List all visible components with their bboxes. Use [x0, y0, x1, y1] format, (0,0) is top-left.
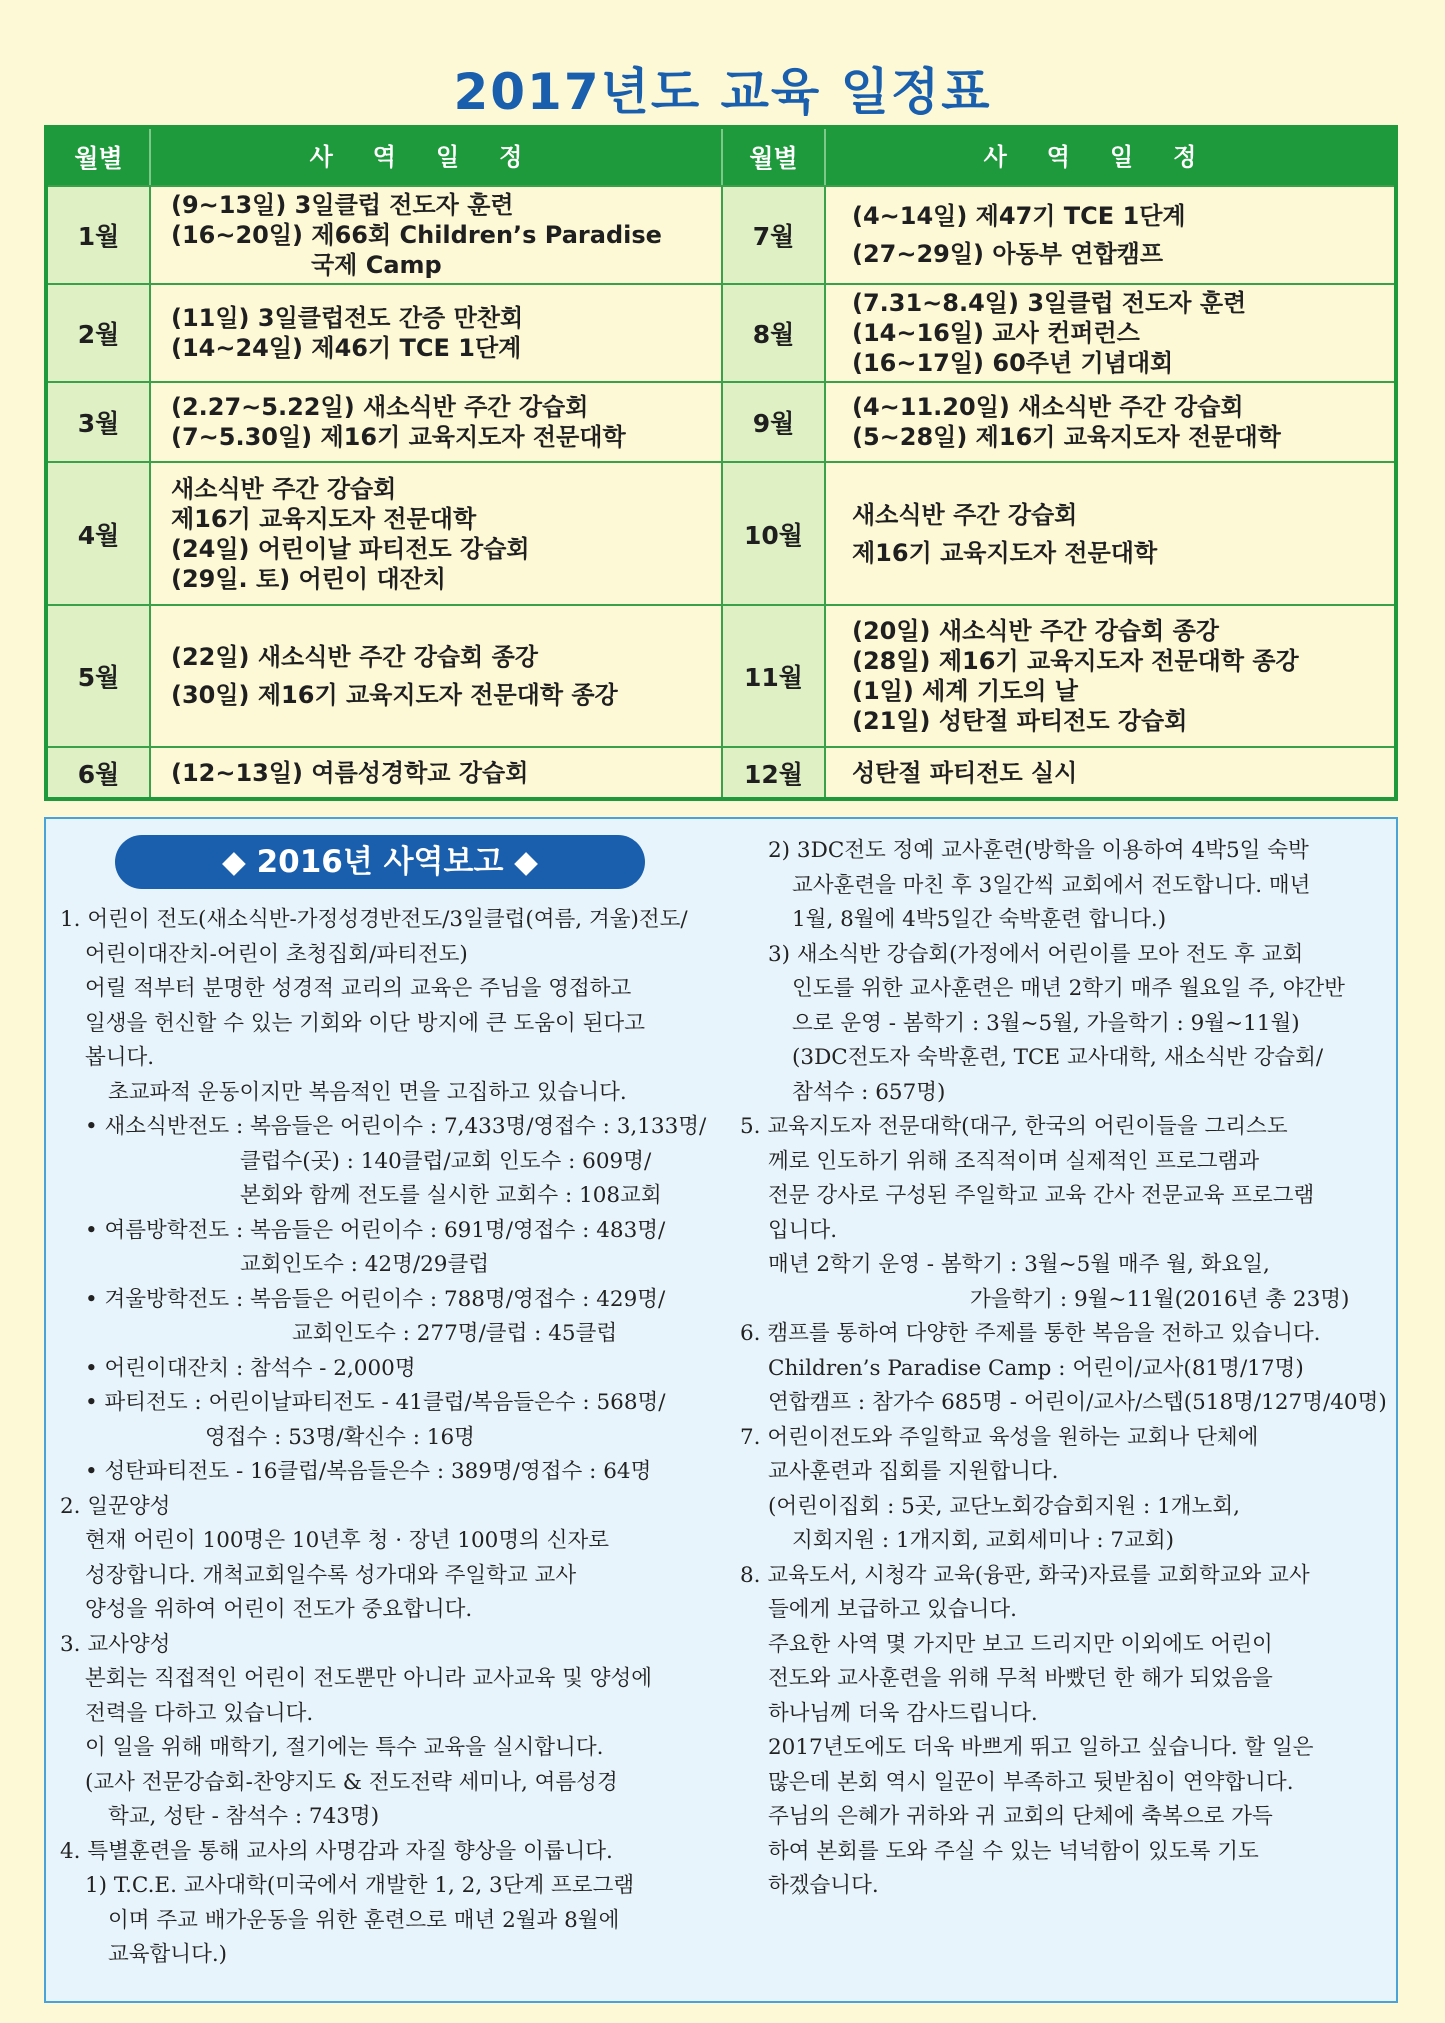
activity-line: (24일) 어린이날 파티전도 강습회 — [171, 534, 530, 563]
activity-line: (11일) 3일클럽전도 간증 만찬회 — [171, 304, 524, 332]
activity-line: (14~16일) 교사 컨퍼런스 — [852, 319, 1140, 347]
header-activity-right: 사역일정 — [983, 143, 1237, 171]
report-heading: ◆ 2016년 사역보고 ◆ — [115, 835, 645, 889]
activity-line: (16~17일) 60주년 기념대회 — [852, 349, 1174, 377]
report-line: • 어린이대잔치 : 참석수 - 2,000명 — [85, 1355, 416, 1381]
report-line: 주님의 은혜가 귀하와 귀 교회의 단체에 축복으로 가득 — [768, 1804, 1273, 1829]
schedule-table — [44, 125, 1398, 801]
report-line: 3. 교사양성 — [60, 1631, 171, 1657]
activity-cell — [826, 187, 1394, 283]
report-line: 봅니다. — [85, 1045, 155, 1070]
report-line: 현재 어린이 100명은 10년후 청 · 장년 100명의 신자로 — [85, 1528, 610, 1553]
activity-line: (30일) 제16기 교육지도자 전문대학 종강 — [171, 681, 618, 709]
month-cell: 10월 — [723, 463, 826, 604]
report-line: 2017년도에도 더욱 바쁘게 뛰고 일하고 싶습니다. 할 일은 — [768, 1735, 1314, 1760]
report-line: • 겨울방학전도 : 복음들은 어린이수 : 788명/영접수 : 429명/ — [85, 1286, 666, 1312]
header-activity-left: 사역일정 — [151, 129, 723, 185]
report-line: 초교파적 운동이지만 복음적인 면을 고집하고 있습니다. — [108, 1079, 627, 1105]
report-line: 1. 어린이 전도(새소식반-가정성경반전도/3일클럽(여름, 겨울)전도/ — [60, 907, 688, 932]
activity-cell — [826, 383, 1394, 461]
activity-line: (4~14일) 제47기 TCE 1단계 — [852, 202, 1186, 230]
activity-cell — [826, 606, 1394, 746]
report-line: 본회는 직접적인 어린이 전도뿐만 아니라 교사교육 및 양성에 — [85, 1666, 653, 1691]
report-line: 3) 새소식반 강습회(가정에서 어린이를 모아 전도 후 교회 — [768, 941, 1304, 967]
activity-line: (9~13일) 3일클럽 전도자 훈련 — [171, 191, 514, 219]
report-line: 많은데 본회 역시 일꾼이 부족하고 뒷받침이 연약합니다. — [768, 1769, 1294, 1795]
report-line: (3DC전도자 숙박훈련, TCE 교사대학, 새소식반 강습회/ — [792, 1045, 1324, 1070]
report-line: 하여 본회를 도와 주실 수 있는 넉넉함이 있도록 기도 — [768, 1838, 1259, 1864]
page-title: 2017년도 교육 일정표 — [453, 63, 992, 121]
month-cell: 6월 — [48, 748, 151, 797]
report-line: 전문 강사로 구성된 주일학교 교육 간사 전문교육 프로그램 — [768, 1183, 1315, 1208]
activity-line: (22일) 새소식반 주간 강습회 종강 — [171, 643, 538, 671]
report-line: 입니다. — [768, 1217, 838, 1243]
activity-cell — [826, 463, 1394, 604]
header-month-right: 월별 — [723, 129, 826, 185]
month-cell: 7월 — [723, 187, 826, 283]
report-line: (어린이집회 : 5곳, 교단노회강습회지원 : 1개노회, — [768, 1493, 1240, 1519]
report-line: 인도를 위한 교사훈련은 매년 2학기 매주 월요일 주, 야간반 — [792, 976, 1345, 1001]
report-line: 하나님께 더욱 감사드립니다. — [768, 1700, 1038, 1726]
report-line: 주요한 사역 몇 가지만 보고 드리지만 이외에도 어린이 — [768, 1631, 1273, 1657]
report-line: • 새소식반전도 : 복음들은 어린이수 : 7,433명/영접수 : 3,133명/ — [85, 1114, 707, 1139]
month-cell: 11월 — [723, 606, 826, 746]
activity-line: (29일. 토) 어린이 대잔치 — [171, 564, 446, 593]
month-cell: 8월 — [723, 285, 826, 381]
report-line: 6. 캠프를 통하여 다양한 주제를 통한 복음을 전하고 있습니다. — [740, 1321, 1321, 1346]
report-line: 교사훈련과 집회를 지원합니다. — [768, 1459, 1059, 1484]
report-line: 학교, 성탄 - 참석수 : 743명) — [108, 1804, 380, 1829]
report-line: 으로 운영 - 봄학기 : 3월~5월, 가을학기 : 9월~11월) — [792, 1010, 1300, 1036]
header-month-left: 월별 — [48, 129, 151, 185]
report-line: (교사 전문강습회-찬양지도 & 전도전략 세미나, 여름성경 — [85, 1769, 618, 1795]
report-line: 어린이대잔치-어린이 초청집회/파티전도) — [85, 941, 468, 967]
activity-line: (7.31~8.4일) 3일클럽 전도자 훈련 — [852, 289, 1247, 317]
activity-cell — [151, 606, 723, 746]
report-line: 가을학기 : 9월~11월(2016년 총 23명) — [970, 1286, 1350, 1312]
activity-cell — [826, 748, 1394, 797]
activity-cell — [826, 285, 1394, 381]
report-line: 1) T.C.E. 교사대학(미국에서 개발한 1, 2, 3단계 프로그램 — [85, 1873, 635, 1898]
activity-cell — [151, 285, 723, 381]
report-line: • 파티전도 : 어린이날파티전도 - 41클럽/복음들은수 : 568명/ — [85, 1390, 666, 1415]
report-line: 지회지원 : 1개지회, 교회세미나 : 7교회) — [792, 1528, 1175, 1553]
report-line: 5. 교육지도자 전문대학(대구, 한국의 어린이들을 그리스도 — [740, 1114, 1288, 1139]
month-cell: 12월 — [723, 748, 826, 797]
report-line: 하겠습니다. — [768, 1873, 879, 1898]
activity-line: (4~11.20일) 새소식반 주간 강습회 — [852, 393, 1244, 421]
report-line: 전력을 다하고 있습니다. — [85, 1700, 314, 1726]
report-line: 클럽수(곳) : 140클럽/교회 인도수 : 609명/ — [240, 1148, 652, 1174]
report-line: 7. 어린이전도와 주일학교 육성을 원하는 교회나 단체에 — [740, 1424, 1259, 1450]
schedule-row — [48, 604, 1394, 746]
report-line: 매년 2학기 운영 - 봄학기 : 3월~5월 매주 월, 화요일, — [768, 1252, 1270, 1277]
activity-line: 제16기 교육지도자 전문대학 — [171, 504, 477, 533]
schedule-row — [48, 381, 1394, 461]
schedule-row — [48, 283, 1394, 381]
activity-line: (20일) 새소식반 주간 강습회 종강 — [852, 617, 1219, 645]
activity-line: (21일) 성탄절 파티전도 강습회 — [852, 707, 1188, 735]
activity-line: (12~13일) 여름성경학교 강습회 — [171, 758, 529, 787]
report-line: 연합캠프 : 참가수 685명 - 어린이/교사/스텝(518명/127명/40명) — [768, 1390, 1387, 1415]
report-line: 교사훈련을 마친 후 3일간씩 교회에서 전도합니다. 매년 — [792, 872, 1311, 898]
activity-line: 제16기 교육지도자 전문대학 — [852, 538, 1158, 567]
report-line: 께로 인도하기 위해 조직적이며 실제적인 프로그램과 — [768, 1148, 1260, 1174]
activity-line: (1일) 세계 기도의 날 — [852, 677, 1078, 705]
activity-line: 성탄절 파티전도 실시 — [852, 758, 1078, 787]
activity-line: (5~28일) 제16기 교육지도자 전문대학 — [852, 423, 1281, 451]
activity-line: (28일) 제16기 교육지도자 전문대학 종강 — [852, 647, 1299, 675]
activity-cell — [151, 383, 723, 461]
activity-cell — [151, 463, 723, 604]
report-line: 어릴 적부터 분명한 성경적 교리의 교육은 주님을 영접하고 — [85, 976, 632, 1001]
activity-line: (16~20일) 제66회 Children’s Paradise — [171, 221, 662, 249]
report-line: 영접수 : 53명/확신수 : 16명 — [205, 1424, 475, 1450]
schedule-row — [48, 746, 1394, 797]
report-line: 일생을 헌신할 수 있는 기회와 이단 방지에 큰 도움이 된다고 — [85, 1010, 645, 1036]
report-line: 전도와 교사훈련을 위해 무척 바빴던 한 해가 되었음을 — [768, 1666, 1273, 1691]
activity-line: (27~29일) 아동부 연합캠프 — [852, 240, 1164, 268]
report-line: 2) 3DC전도 정예 교사훈련(방학을 이용하여 4박5일 숙박 — [768, 838, 1309, 863]
report-left-column — [60, 903, 720, 1973]
activity-line: 새소식반 주간 강습회 — [171, 474, 397, 503]
schedule-header-row — [48, 129, 1394, 185]
month-cell: 9월 — [723, 383, 826, 461]
report-line: 2. 일꾼양성 — [60, 1493, 171, 1519]
month-cell: 5월 — [48, 606, 151, 746]
report-line: 교육합니다.) — [108, 1942, 228, 1967]
report-line: 이며 주교 배가운동을 위한 훈련으로 매년 2월과 8월에 — [108, 1907, 620, 1933]
report-line: 교회인도수 : 277명/클럽 : 45클럽 — [292, 1321, 618, 1346]
report-line: 1월, 8월에 4박5일간 숙박훈련 합니다.) — [792, 907, 1167, 932]
report-line: 참석수 : 657명) — [792, 1079, 946, 1105]
report-line: 4. 특별훈련을 통해 교사의 사명감과 자질 향상을 이룹니다. — [60, 1838, 613, 1864]
report-line: Children’s Paradise Camp : 어린이/교사(81명/17명) — [768, 1355, 1304, 1381]
report-line: • 성탄파티전도 - 16클럽/복음들은수 : 389명/영접수 : 64명 — [85, 1459, 652, 1484]
activity-line: 국제 Camp — [311, 251, 442, 279]
report-line: • 여름방학전도 : 복음들은 어린이수 : 691명/영접수 : 483명/ — [85, 1217, 666, 1243]
schedule-row — [48, 461, 1394, 604]
month-cell: 4월 — [48, 463, 151, 604]
report-right-column — [740, 834, 1390, 1904]
report-line: 이 일을 위해 매학기, 절기에는 특수 교육을 실시합니다. — [85, 1735, 604, 1760]
activity-line: (14~24일) 제46기 TCE 1단계 — [171, 334, 522, 362]
activity-line: 새소식반 주간 강습회 — [852, 500, 1078, 529]
report-line: 성장합니다. 개척교회일수록 성가대와 주일학교 교사 — [85, 1562, 577, 1588]
activity-line: (7~5.30일) 제16기 교육지도자 전문대학 — [171, 423, 626, 451]
report-line: 양성을 위하여 어린이 전도가 중요합니다. — [85, 1597, 473, 1622]
report-line: 8. 교육도서, 시청각 교육(융판, 화국)자료를 교회학교와 교사 — [740, 1562, 1310, 1588]
month-cell: 1월 — [48, 187, 151, 283]
report-line: 본회와 함께 전도를 실시한 교회수 : 108교회 — [240, 1183, 662, 1208]
report-line: 교회인도수 : 42명/29클럽 — [240, 1252, 490, 1277]
activity-cell — [151, 187, 723, 283]
activity-cell — [151, 748, 723, 797]
schedule-row — [48, 185, 1394, 283]
month-cell: 2월 — [48, 285, 151, 381]
month-cell: 3월 — [48, 383, 151, 461]
report-line: 들에게 보급하고 있습니다. — [768, 1597, 1017, 1622]
activity-line: (2.27~5.22일) 새소식반 주간 강습회 — [171, 393, 589, 421]
